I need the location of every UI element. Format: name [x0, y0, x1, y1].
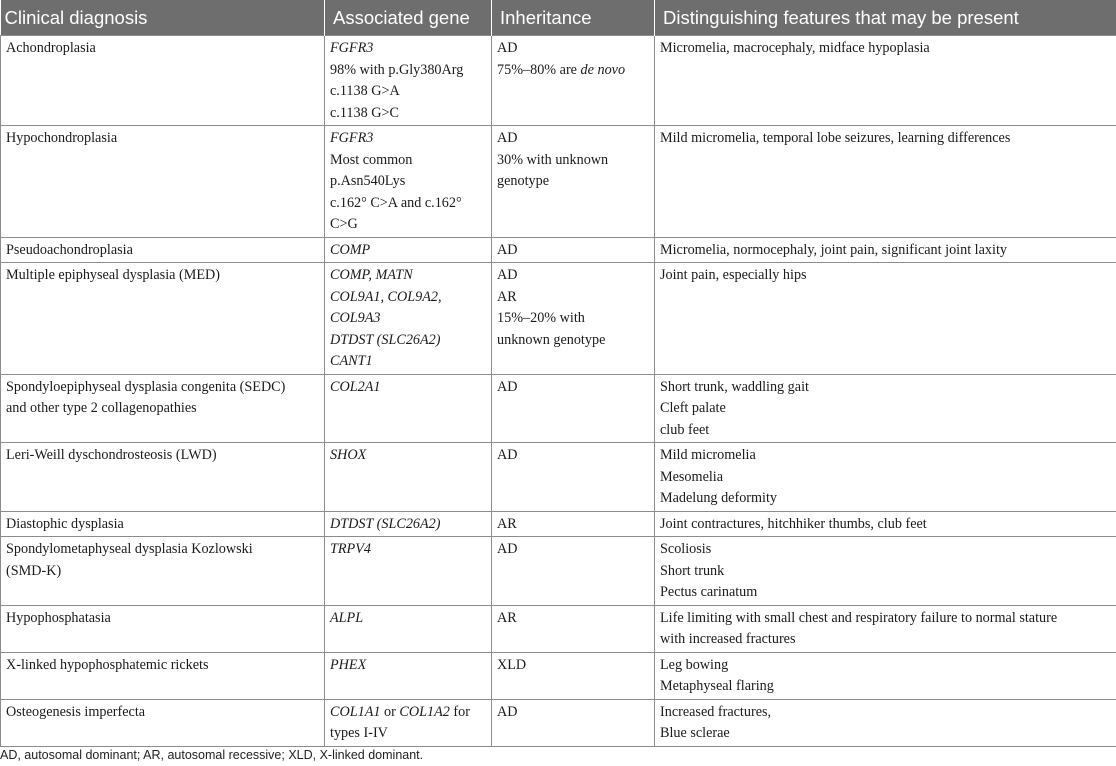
gene-line — [330, 150, 487, 172]
feature-line: Blue sclerae — [660, 725, 730, 741]
header-associated-gene: Associated gene — [325, 0, 492, 36]
cell-clinical-diagnosis — [1, 699, 325, 746]
diagnosis-line: X-linked hypophosphatemic rickets — [6, 656, 209, 673]
inheritance-text: AR — [497, 609, 517, 626]
feature-line: Madelung deformity — [660, 490, 778, 506]
cell-inheritance — [492, 374, 655, 443]
inheritance-line — [497, 171, 650, 193]
inheritance-text: de novo — [580, 61, 626, 78]
diagnosis-line: Pseudoachondroplasia — [6, 241, 133, 258]
inheritance-text: AD — [497, 267, 518, 283]
table-row — [1, 652, 1116, 699]
cell-distinguishing-features — [655, 36, 1116, 126]
inheritance-line — [497, 514, 650, 536]
table-row — [1, 511, 1116, 537]
inheritance-text: AR — [497, 515, 517, 532]
table-row — [1, 263, 1116, 375]
cell-associated-gene — [325, 36, 492, 126]
gene-line — [330, 655, 487, 677]
cell-inheritance — [492, 511, 655, 537]
cell-associated-gene — [325, 263, 492, 375]
feature-line: Micromelia, macrocephaly, midface hypoplasia — [660, 40, 930, 56]
inheritance-text: unknown genotype — [497, 331, 606, 348]
inheritance-line — [497, 608, 650, 630]
cell-associated-gene — [325, 537, 492, 606]
diagnosis-line: Spondylometaphyseal dysplasia Kozlowski — [6, 541, 253, 557]
gene-text: types I-IV — [330, 725, 388, 741]
cell-inheritance — [492, 237, 655, 263]
gene-line — [330, 193, 487, 215]
inheritance-line — [497, 128, 650, 150]
feature-line: Short trunk — [660, 562, 725, 579]
feature-line: Life limiting with small chest and respiratory failure to normal stature — [660, 609, 1058, 626]
cell-distinguishing-features — [655, 605, 1116, 652]
gene-line — [330, 723, 487, 745]
cell-inheritance — [492, 263, 655, 375]
feature-line: Short trunk, waddling gait — [660, 378, 809, 395]
diagnosis-line: Diastophic dysplasia — [6, 515, 124, 532]
gene-line — [330, 539, 487, 561]
header-inheritance: Inheritance — [492, 0, 655, 36]
feature-line: Scoliosis — [660, 541, 712, 557]
gene-text: C>G — [330, 216, 358, 232]
gene-text: FGFR3 — [330, 40, 374, 56]
diagnosis-line: Spondyloepiphyseal dysplasia congenita (SEDC) — [6, 378, 286, 395]
cell-distinguishing-features — [655, 237, 1116, 263]
gene-line — [330, 171, 487, 193]
inheritance-text: 30% with unknown — [497, 151, 609, 168]
gene-text: Most common — [330, 151, 413, 168]
gene-text: p.Asn540Lys — [330, 173, 406, 189]
table-body — [1, 36, 1116, 747]
table-footnote: AD, autosomal dominant; AR, autosomal recessive; XLD, X-linked dominant. — [0, 748, 424, 762]
gene-text: COL2A1 — [330, 378, 381, 395]
cell-distinguishing-features — [655, 126, 1116, 238]
cell-clinical-diagnosis — [1, 237, 325, 263]
diagnosis-line: Multiple epiphyseal dysplasia (MED) — [6, 267, 220, 283]
table-row — [1, 374, 1116, 443]
gene-text: COMP, MATN — [330, 267, 413, 283]
cell-distinguishing-features — [655, 443, 1116, 512]
feature-line: Pectus carinatum — [660, 584, 758, 600]
inheritance-line — [497, 240, 650, 262]
cell-clinical-diagnosis — [1, 652, 325, 699]
diagnosis-line: and other type 2 collagenopathies — [6, 400, 197, 416]
diagnosis-line: (SMD-K) — [6, 562, 62, 579]
table-row — [1, 126, 1116, 238]
cell-distinguishing-features — [655, 511, 1116, 537]
gene-line — [330, 377, 487, 399]
gene-line — [330, 308, 487, 330]
feature-line: with increased fractures — [660, 631, 796, 647]
diagnosis-line: Hypochondroplasia — [6, 130, 118, 146]
feature-line: Joint contractures, hitchhiker thumbs, club feet — [660, 515, 927, 532]
inheritance-text: AD — [497, 378, 518, 395]
cell-associated-gene — [325, 699, 492, 746]
inheritance-line — [497, 377, 650, 399]
table-row — [1, 699, 1116, 746]
inheritance-line — [497, 265, 650, 287]
gene-text: COL1A2 — [399, 703, 450, 720]
feature-line: Leg bowing — [660, 656, 729, 673]
gene-line — [330, 445, 487, 467]
gene-text: DTDST (SLC26A2) — [330, 515, 441, 532]
table-row — [1, 443, 1116, 512]
cell-associated-gene — [325, 605, 492, 652]
inheritance-line — [497, 308, 650, 330]
cell-inheritance — [492, 652, 655, 699]
feature-line: club feet — [660, 421, 710, 438]
table-row — [1, 36, 1116, 126]
cell-distinguishing-features — [655, 263, 1116, 375]
feature-line: Joint pain, especially hips — [660, 267, 807, 283]
gene-line — [330, 38, 487, 60]
gene-text: COL9A3 — [330, 310, 381, 326]
gene-line — [330, 514, 487, 536]
gene-line — [330, 702, 487, 724]
cell-clinical-diagnosis — [1, 605, 325, 652]
gene-text: TRPV4 — [330, 541, 371, 557]
gene-text: for — [449, 703, 470, 720]
inheritance-text: genotype — [497, 173, 550, 189]
gene-text: c.162° C>A and c.162° — [330, 194, 462, 211]
gene-line — [330, 608, 487, 630]
feature-line: Cleft palate — [660, 400, 726, 416]
inheritance-text: AD — [497, 40, 518, 56]
feature-line: Mild micromelia, temporal lobe seizures, learning differences — [660, 130, 1011, 146]
gene-text: DTDST (SLC26A2) — [330, 331, 441, 348]
header-row — [1, 0, 1116, 36]
diagnosis-line: Leri-Weill dyschondrosteosis (LWD) — [6, 447, 217, 463]
inheritance-text: 15%–20% with — [497, 310, 585, 326]
cell-clinical-diagnosis — [1, 443, 325, 512]
cell-inheritance — [492, 605, 655, 652]
table-row — [1, 237, 1116, 263]
gene-text: ALPL — [330, 609, 364, 626]
inheritance-text: 75%–80% are — [497, 61, 581, 78]
gene-line — [330, 330, 487, 352]
gene-line — [330, 265, 487, 287]
gene-text: COMP — [330, 241, 371, 258]
cell-clinical-diagnosis — [1, 537, 325, 606]
inheritance-line — [497, 445, 650, 467]
gene-line — [330, 81, 487, 103]
gene-line — [330, 351, 487, 373]
gene-text: or — [380, 703, 400, 720]
cell-inheritance — [492, 443, 655, 512]
diagnosis-line: Hypophosphatasia — [6, 609, 111, 626]
feature-line: Mesomelia — [660, 468, 724, 485]
inheritance-line — [497, 702, 650, 724]
cell-inheritance — [492, 699, 655, 746]
inheritance-line — [497, 287, 650, 309]
inheritance-text: AD — [497, 447, 518, 463]
cell-associated-gene — [325, 237, 492, 263]
gene-text: c.1138 G>C — [330, 104, 399, 121]
inheritance-line — [497, 60, 650, 82]
gene-text: CANT1 — [330, 353, 373, 369]
cell-distinguishing-features — [655, 652, 1116, 699]
inheritance-line — [497, 38, 650, 60]
gene-text: COL1A1 — [330, 703, 381, 720]
gene-line — [330, 287, 487, 309]
inheritance-line — [497, 655, 650, 677]
cell-distinguishing-features — [655, 374, 1116, 443]
inheritance-text: XLD — [497, 656, 527, 673]
cell-inheritance — [492, 126, 655, 238]
gene-text: c.1138 G>A — [330, 83, 400, 99]
cell-inheritance — [492, 537, 655, 606]
header-clinical-diagnosis: Clinical diagnosis — [1, 0, 325, 36]
inheritance-text: AR — [497, 288, 517, 305]
inheritance-line — [497, 330, 650, 352]
inheritance-line — [497, 150, 650, 172]
cell-distinguishing-features — [655, 699, 1116, 746]
cell-associated-gene — [325, 374, 492, 443]
gene-line — [330, 128, 487, 150]
feature-line: Micromelia, normocephaly, joint pain, significant joint laxity — [660, 241, 1007, 258]
gene-line — [330, 60, 487, 82]
cell-clinical-diagnosis — [1, 374, 325, 443]
table-row — [1, 605, 1116, 652]
diagnosis-line: Achondroplasia — [6, 40, 96, 56]
cell-associated-gene — [325, 652, 492, 699]
cell-associated-gene — [325, 511, 492, 537]
gene-line — [330, 214, 487, 236]
inheritance-text: AD — [497, 541, 518, 557]
table-row — [1, 537, 1116, 606]
inheritance-text: AD — [497, 703, 518, 720]
cell-associated-gene — [325, 126, 492, 238]
cell-associated-gene — [325, 443, 492, 512]
header-distinguishing-features: Distinguishing features that may be present — [655, 0, 1116, 36]
gene-text: 98% with p.Gly380Arg — [330, 61, 464, 78]
cell-clinical-diagnosis — [1, 126, 325, 238]
feature-line: Metaphyseal flaring — [660, 678, 774, 694]
feature-line: Mild micromelia — [660, 447, 756, 463]
cell-distinguishing-features — [655, 537, 1116, 606]
gene-text: FGFR3 — [330, 130, 374, 146]
cell-inheritance — [492, 36, 655, 126]
inheritance-text: AD — [497, 130, 518, 146]
feature-line: Increased fractures, — [660, 703, 772, 720]
gene-text: PHEX — [330, 656, 367, 673]
gene-line — [330, 240, 487, 262]
gene-text: SHOX — [330, 447, 367, 463]
cell-clinical-diagnosis — [1, 263, 325, 375]
gene-line — [330, 103, 487, 125]
cell-clinical-diagnosis — [1, 36, 325, 126]
diagnosis-line: Osteogenesis imperfecta — [6, 703, 146, 720]
cell-clinical-diagnosis — [1, 511, 325, 537]
inheritance-line — [497, 539, 650, 561]
inheritance-text: AD — [497, 241, 518, 258]
gene-text: COL9A1, COL9A2, — [330, 288, 442, 305]
